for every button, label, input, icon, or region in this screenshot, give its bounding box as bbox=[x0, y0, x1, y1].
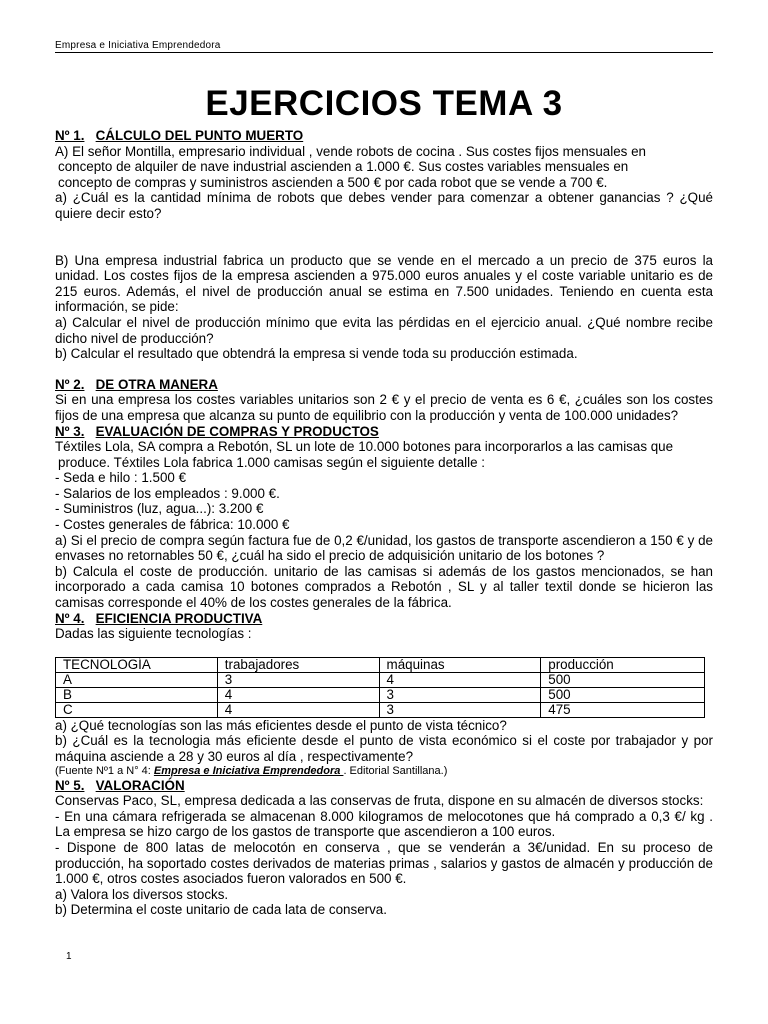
exercise-5-title: VALORACIÓN bbox=[95, 777, 185, 793]
exercise-5-question-a: a) Valora los diversos stocks. bbox=[55, 886, 229, 902]
source-suffix: . Editorial Santillana.) bbox=[343, 764, 448, 777]
exercise-1-title: CÁLCULO DEL PUNTO MUERTO bbox=[95, 128, 304, 143]
exercise-1-heading bbox=[55, 128, 713, 144]
exercise-5-number: Nº 5. bbox=[55, 777, 85, 793]
table-cell: B bbox=[56, 687, 218, 702]
table-cell: A bbox=[56, 672, 218, 687]
exercise-1a-question: a) ¿Cuál es la cantidad mínima de robots que debes vender para comenzar a obtener ganancias ? ¿Qué quiere decir esto? bbox=[55, 190, 713, 221]
table-cell: 3 bbox=[217, 672, 379, 687]
exercise-5-stock-2: - Dispone de 800 latas de melocotón en conserva , que se venderán a 3€/unidad. En su proceso de producción, ha soportado costes derivados de materias primas , salarios y gastos de almacén y producción de 1.000 €, otros costes asociados fueron valorados en 500 €. bbox=[55, 839, 713, 887]
exercise-5-heading bbox=[55, 778, 713, 794]
exercise-1a-line-3: concepto de compras y suministros ascienden a 500 € por cada robot que se vende a 700 €. bbox=[58, 174, 608, 190]
table-row bbox=[56, 672, 705, 687]
source-prefix: (Fuente Nº1 a N° 4: bbox=[55, 764, 154, 777]
cost-item: - Salarios de los empleados : 9.000 €. bbox=[55, 485, 280, 501]
exercise-4-title: EFICIENCIA PRODUCTIVA bbox=[95, 610, 263, 626]
exercise-2-statement: Si en una empresa los costes variables unitarios son 2 € y el precio de venta es 6 €, ¿cuáles son los costes fijos de una empresa que alcanza su punto de equilibrio con la producción y venta de 100.000 unidades? bbox=[55, 392, 713, 423]
exercise-1a-line-2: concepto de alquiler de nave industrial ascienden a 1.000 €. Sus costes variables mensuales en bbox=[58, 159, 629, 175]
table-header-cell: producción bbox=[541, 657, 705, 672]
exercise-3-number: Nº 3. bbox=[55, 423, 85, 439]
table-cell: 3 bbox=[379, 687, 541, 702]
table-header-cell: máquinas bbox=[379, 657, 541, 672]
cost-item: - Suministros (luz, agua...): 3.200 € bbox=[55, 501, 264, 517]
table-header-cell: trabajadores bbox=[217, 657, 379, 672]
exercise-2-heading bbox=[55, 377, 713, 393]
table-cell: 4 bbox=[217, 702, 379, 717]
exercise-3-line-2: produce. Téxtiles Lola fabrica 1.000 camisas según el siguiente detalle : bbox=[58, 454, 486, 470]
exercise-3-question-b: b) Calcula el coste de producción. unitario de las camisas si además de los gastos mencionados, se han incorporado a cada camisa 10 botones comprados a Rebotón , SL y al taller textil donde se hicieron las camisas corresponde el 40% de los costes generales de la fábrica. bbox=[55, 563, 713, 611]
cost-item: - Seda e hilo : 1.500 € bbox=[55, 470, 187, 486]
table-cell: 475 bbox=[541, 702, 705, 717]
table-row bbox=[56, 702, 705, 717]
exercise-5-intro: Conservas Paco, SL, empresa dedicada a las conservas de fruta, dispone en su almacén de diversos stocks: bbox=[55, 793, 704, 809]
table-cell: 500 bbox=[541, 687, 705, 702]
table-header-row bbox=[56, 657, 705, 672]
table-cell: 4 bbox=[379, 672, 541, 687]
exercise-5-stock-1: - En una cámara refrigerada se almacenan 8.000 kilogramos de melocotones que há comprado a 0,3 €/ kg . La empresa se hizo cargo de los gastos de transporte que ascendieron a 100 euros. bbox=[55, 808, 713, 840]
exercise-3-line-1: Téxtiles Lola, SA compra a Rebotón, SL un lote de 10.000 botones para incorporarlos a las camisas que bbox=[55, 439, 674, 455]
exercise-1b-question-a: a) Calcular el nivel de producción mínimo que evita las pérdidas en el ejercicio anual. ¿Qué nombre recibe dicho nivel de producción? bbox=[55, 314, 713, 346]
exercise-2-title: DE OTRA MANERA bbox=[95, 376, 218, 392]
exercise-3-heading bbox=[55, 424, 713, 440]
header-rule bbox=[55, 52, 713, 53]
source-citation bbox=[55, 765, 713, 778]
exercise-2-number: Nº 2. bbox=[55, 376, 85, 392]
source-book-title: Empresa e Iniciativa Emprendedora bbox=[153, 764, 344, 777]
table-row bbox=[56, 687, 705, 702]
cost-item: - Costes generales de fábrica: 10.000 € bbox=[55, 517, 290, 533]
page-header: Empresa e Iniciativa Emprendedora bbox=[55, 40, 221, 51]
exercise-1a-line-1: A) El señor Montilla, empresario individual , vende robots de cocina . Sus costes fijos mensuales en bbox=[55, 143, 646, 159]
exercise-5-question-b: b) Determina el coste unitario de cada lata de conserva. bbox=[55, 902, 387, 918]
exercises-body bbox=[55, 128, 713, 918]
exercise-3-question-a: a) Si el precio de compra según factura fue de 0,2 €/unidad, los gastos de transporte ascendieron a 150 € y de envases no retornables 50 €, ¿cuál ha sido el precio de adquisición unitario de los botones ? bbox=[55, 532, 713, 564]
page-title: EJERCICIOS TEMA 3 bbox=[205, 84, 563, 123]
exercise-4-heading bbox=[55, 611, 713, 627]
table-cell: 500 bbox=[541, 672, 705, 687]
technology-table bbox=[55, 657, 705, 718]
page-number: 1 bbox=[66, 951, 72, 962]
exercise-4-question-b: b) ¿Cuál es la tecnologia más eficiente desde el punto de vista económico si el coste por trabajador y por máquina asciende a 28 y 30 euros al día , respectivamente? bbox=[55, 733, 713, 764]
table-cell: C bbox=[56, 702, 218, 717]
exercise-1b-question-b: b) Calcular el resultado que obtendrá la empresa si vende toda su producción estimada. bbox=[55, 346, 578, 362]
exercise-1b-statement: B) Una empresa industrial fabrica un producto que se vende en el mercado a un precio de 375 euros la unidad. Los costes fijos de la empresa ascienden a 975.000 euros anuales y el coste variable unitario es de 215 euros. Además, el nivel de producción anual se estima en 7.500 unidades. Teniendo en cuenta esta información, se pide: bbox=[55, 252, 713, 315]
exercise-4-intro: Dadas las siguiente tecnologías : bbox=[55, 626, 252, 642]
table-header-cell: TECNOLOGÍA bbox=[56, 657, 218, 672]
exercise-1-number: Nº 1. bbox=[55, 128, 85, 143]
table-cell: 4 bbox=[217, 687, 379, 702]
table-cell: 3 bbox=[379, 702, 541, 717]
exercise-3-title: EVALUACIÓN DE COMPRAS Y PRODUCTOS bbox=[95, 423, 379, 439]
exercise-4-number: Nº 4. bbox=[55, 610, 85, 626]
exercise-4-question-a: a) ¿Qué tecnologías son las más eficientes desde el punto de vista técnico? bbox=[55, 717, 507, 733]
